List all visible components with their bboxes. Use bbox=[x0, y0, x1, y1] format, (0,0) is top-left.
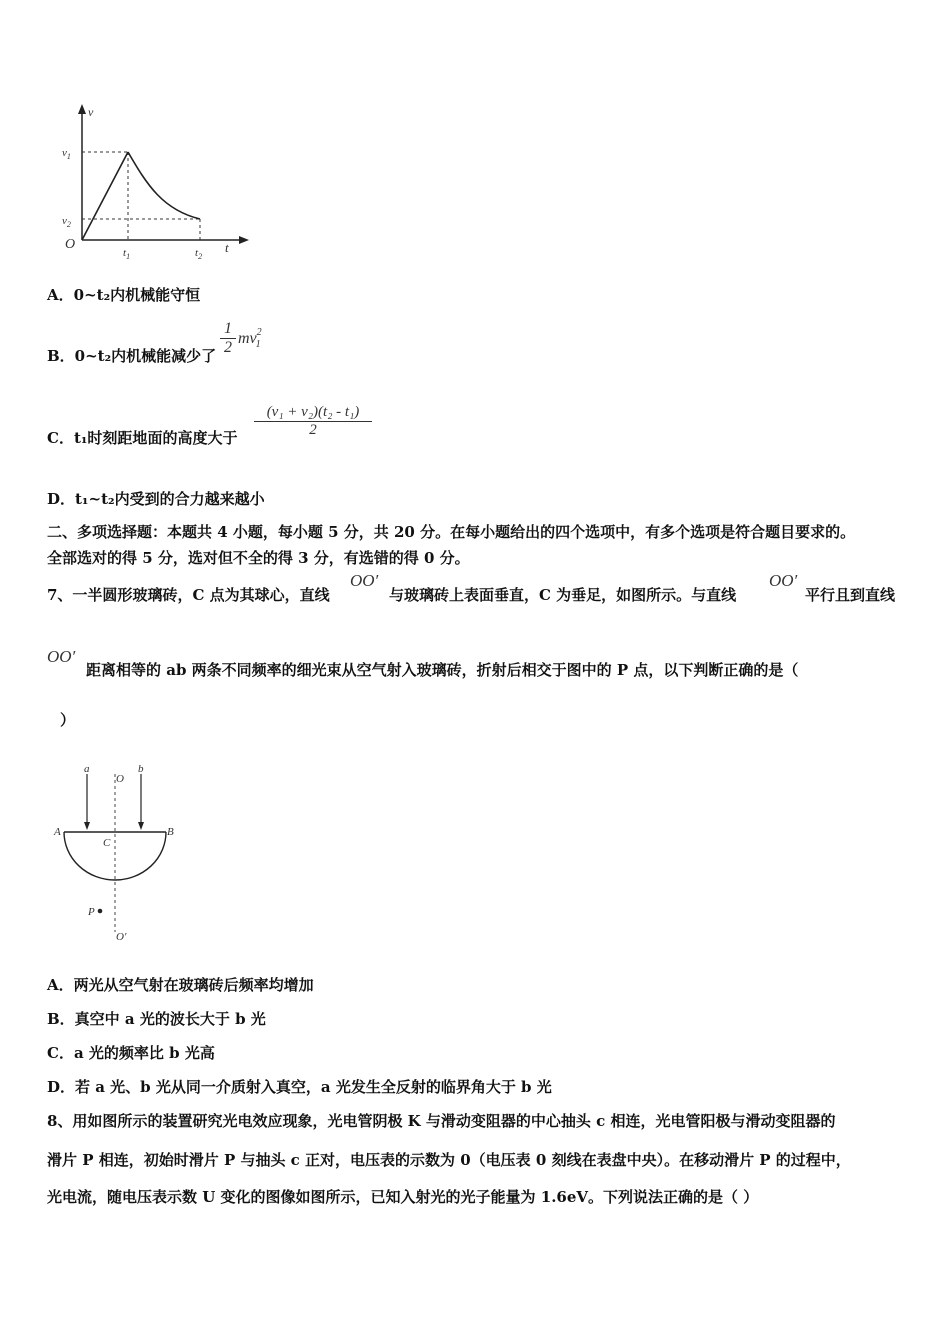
ray-a-arrow bbox=[84, 822, 90, 830]
q8-line3: 光电流，随电压表示数 U 变化的图像如图所示，已知入射光的光子能量为 1.6eV。下列说法正确的是（ ） bbox=[47, 1188, 759, 1206]
t2-label: t bbox=[195, 247, 199, 259]
q7-line3: ） bbox=[60, 711, 76, 729]
q6-option-c-text: C．t₁时刻距地面的高度大于 bbox=[47, 429, 238, 447]
origin-label: O bbox=[65, 237, 76, 252]
q7-option-b: B．真空中 a 光的波长大于 b 光 bbox=[47, 1010, 266, 1028]
q6-c-frac-den: 2 bbox=[309, 422, 317, 438]
q8-line2: 滑片 P 相连，初始时滑片 P 与抽头 c 正对，电压表的示数为 0（电压表 0 刻线在表盘中央）。在移动滑片 P 的过程中， bbox=[47, 1151, 851, 1169]
q7-oo-2: OO′ bbox=[769, 571, 798, 590]
fig-label-o: O bbox=[116, 773, 124, 785]
q6-option-b-fraction bbox=[220, 320, 236, 357]
q7-option-a: A．两光从空气射在玻璃砖后频率均增加 bbox=[47, 976, 314, 994]
axis-t-label: t bbox=[225, 240, 229, 255]
svg-text:v1 bbox=[62, 147, 71, 161]
fig-label-A: A bbox=[54, 826, 61, 838]
glass-brick-diagram bbox=[50, 760, 190, 945]
axis-v-label: v bbox=[88, 105, 94, 119]
point-p bbox=[98, 909, 103, 914]
t1-sub: 1 bbox=[126, 252, 131, 261]
fig-label-a: a bbox=[84, 763, 90, 775]
t1-label: t bbox=[123, 247, 127, 259]
velocity-time-graph bbox=[55, 100, 255, 265]
q7-line1-c: 平行且到直线 bbox=[805, 586, 896, 604]
q7-oo-1: OO′ bbox=[350, 571, 379, 590]
q7-option-d: D．若 a 光、b 光从同一介质射入真空，a 光发生全反射的临界角大于 b 光 bbox=[47, 1078, 552, 1096]
rise-segment bbox=[82, 152, 128, 240]
q6-option-b-text: B．0~t₂内机械能减少了 bbox=[47, 347, 217, 365]
q6-c-frac-num: (v₁ + v₂)(t₂ - t₁) bbox=[266, 404, 360, 420]
fig-label-o-prime: O′ bbox=[116, 931, 127, 943]
section2-line2: 全部选对的得 5 分，选对但不全的得 3 分，有选错的得 0 分。 bbox=[47, 549, 470, 567]
fig-label-B: B bbox=[167, 826, 174, 838]
q6-option-a: A．0~t₂内机械能守恒 bbox=[47, 286, 201, 304]
svg-text:t2 bbox=[195, 247, 202, 261]
v2-label: v bbox=[62, 215, 67, 227]
v2-sub: 2 bbox=[66, 220, 71, 229]
q6-b-expr-sub: 1 bbox=[255, 339, 261, 350]
t-axis-arrow bbox=[239, 236, 249, 244]
q6-b-expr-main: mv bbox=[238, 330, 257, 347]
section2-line1: 二、多项选择题：本题共 4 小题，每小题 5 分，共 20 分。在每小题给出的四个选项中，有多个选项是符合题目要求的。 bbox=[47, 523, 856, 541]
q7-oo-3: OO′ bbox=[47, 647, 76, 666]
q7-line1-a: 7、一半圆形玻璃砖，C 点为其球心，直线 bbox=[47, 586, 330, 604]
q8-line1: 8、用如图所示的装置研究光电效应现象，光电管阴极 K 与滑动变阻器的中心抽头 c 相连，光电管阳极与滑动变阻器的 bbox=[47, 1112, 836, 1130]
ray-b-arrow bbox=[138, 822, 144, 830]
svg-text:v2 bbox=[62, 215, 71, 229]
decay-curve bbox=[128, 152, 200, 219]
fig-label-b: b bbox=[138, 763, 144, 775]
q6-option-d: D．t₁~t₂内受到的合力越来越小 bbox=[47, 490, 265, 508]
q6-option-b-expr bbox=[238, 327, 267, 350]
q6-b-expr-sup: 2 bbox=[256, 327, 262, 338]
svg-text:t1 bbox=[123, 247, 130, 261]
q6-b-frac-num: 1 bbox=[224, 320, 232, 337]
fig-label-P: P bbox=[88, 906, 95, 918]
q7-option-c: C．a 光的频率比 b 光高 bbox=[47, 1044, 215, 1062]
q6-b-frac-den: 2 bbox=[224, 339, 232, 356]
fig-label-C: C bbox=[103, 837, 111, 849]
v1-label: v bbox=[62, 147, 67, 159]
q6-option-c-fraction bbox=[254, 404, 372, 439]
v1-sub: 1 bbox=[66, 152, 71, 161]
q7-line2: 距离相等的 ab 两条不同频率的细光束从空气射入玻璃砖，折射后相交于图中的 P 点，以下判断正确的是（ bbox=[86, 661, 799, 679]
v-axis-arrow bbox=[78, 104, 86, 114]
q7-line1-b: 与玻璃砖上表面垂直，C 为垂足，如图所示。与直线 bbox=[389, 586, 737, 604]
t2-sub: 2 bbox=[198, 252, 203, 261]
